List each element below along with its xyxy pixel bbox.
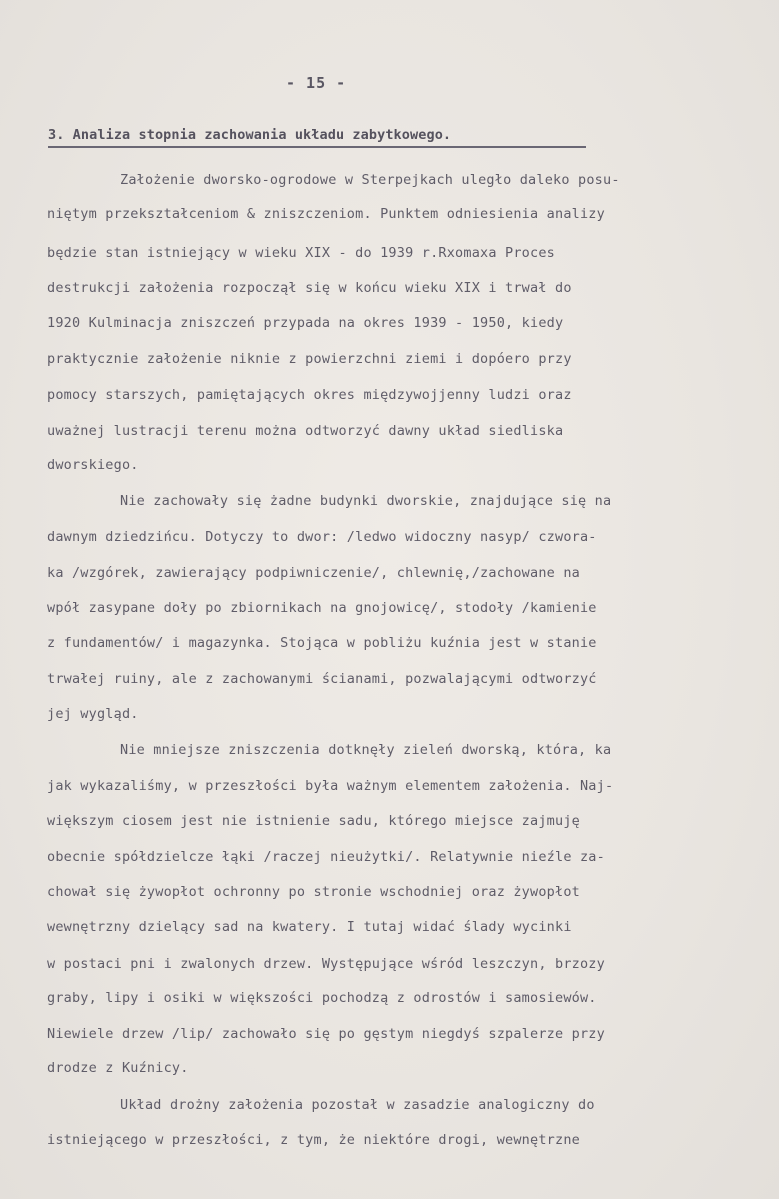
text-line: niętym przekształceniom & zniszczeniom. Punktem odniesienia analizy (47, 206, 605, 222)
text-line: Niewiele drzew /lip/ zachowało się po gęstym niegdyś szpalerze przy (47, 1026, 605, 1042)
text-line: praktycznie założenie niknie z powierzchni ziemi i dopóero przy (47, 351, 572, 367)
text-line: większym ciosem jest nie istnienie sadu, którego miejsce zajmuję (47, 813, 580, 829)
text-line: Nie zachowały się żadne budynki dworskie, znajdujące się na (120, 493, 612, 509)
text-line: istniejącego w przeszłości, z tym, że niektóre drogi, wewnętrzne (47, 1132, 580, 1148)
text-line: drodze z Kuźnicy. (47, 1060, 189, 1076)
text-line: ka /wzgórek, zawierający podpiwniczenie/, chlewnię,/zachowane na (47, 565, 580, 581)
text-line: wpół zasypane doły po zbiornikach na gnojowicę/, stodoły /kamienie (47, 600, 597, 616)
text-line: destrukcji założenia rozpoczął się w końcu wieku XIX i trwał do (47, 280, 572, 296)
text-line: jak wykazaliśmy, w przeszłości była ważnym elementem założenia. Naj- (47, 778, 614, 794)
text-line: chował się żywopłot ochronny po stronie wschodniej oraz żywopłot (47, 884, 580, 900)
text-line: jej wygląd. (47, 706, 139, 722)
text-line: obecnie spółdzielcze łąki /raczej nieużytki/. Relatywnie nieźle za- (47, 849, 605, 865)
text-line: Nie mniejsze zniszczenia dotknęły zieleń dworską, która, ka (120, 742, 612, 758)
text-line: Założenie dworsko-ogrodowe w Sterpejkach uległo daleko posu- (120, 172, 620, 188)
text-line: trwałej ruiny, ale z zachowanymi ścianami, pozwalającymi odtworzyć (47, 671, 597, 687)
text-line: z fundamentów/ i magazynka. Stojąca w pobliżu kuźnia jest w stanie (47, 635, 597, 651)
text-line: dworskiego. (47, 457, 139, 473)
text-line: uważnej lustracji terenu można odtworzyć dawny układ siedliska (47, 423, 564, 439)
text-line: wewnętrzny dzielący sad na kwatery. I tutaj widać ślady wycinki (47, 919, 572, 935)
text-line: Układ drożny założenia pozostał w zasadzie analogiczny do (120, 1097, 595, 1113)
page-number: - 15 - (286, 74, 347, 92)
text-line: w postaci pni i zwalonych drzew. Występujące wśród leszczyn, brzozy (47, 956, 605, 972)
text-line: 1920 Kulminacja zniszczeń przypada na okres 1939 - 1950, kiedy (47, 315, 564, 331)
text-line: dawnym dziedzińcu. Dotyczy to dwor: /ledwo widoczny nasyp/ czwora- (47, 529, 597, 545)
text-line: graby, lipy i osiki w większości pochodzą z odrostów i samosiewów. (47, 990, 597, 1006)
section-heading: 3. Analiza stopnia zachowania układu zabytkowego. (48, 127, 452, 143)
text-line: pomocy starszych, pamiętających okres międzywojjenny ludzi oraz (47, 387, 572, 403)
text-line: będzie stan istniejący w wieku XIX - do 1939 r.Rxomaxa Proces (47, 245, 555, 261)
